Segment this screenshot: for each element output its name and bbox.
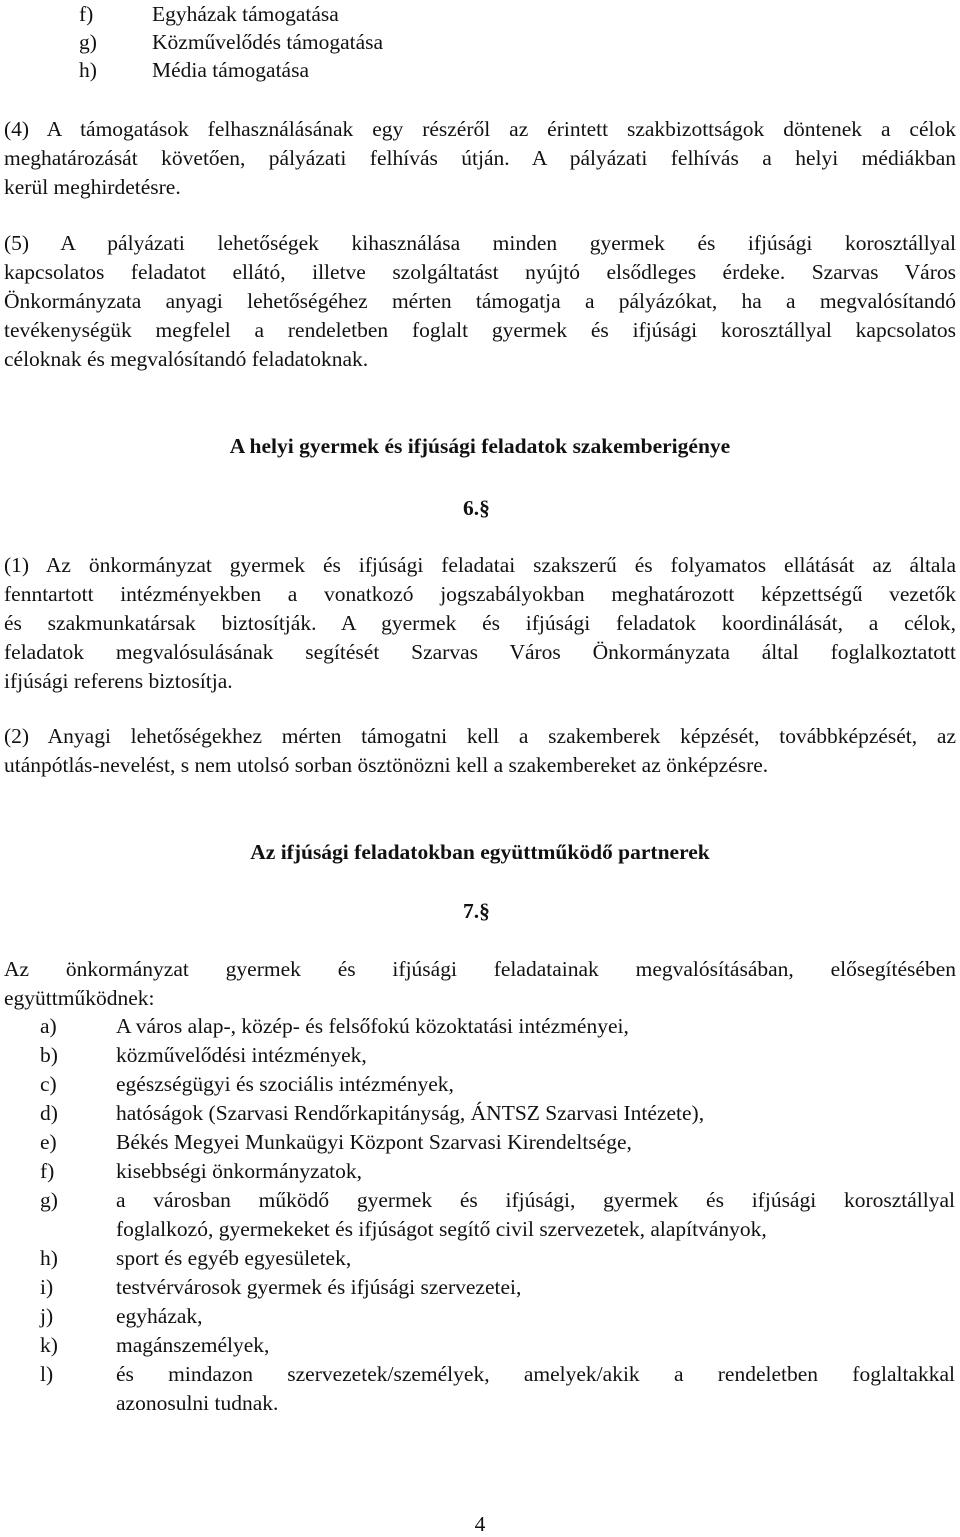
page-number: 4 [474,1512,486,1536]
list-item-text: sport és egyéb egyesületek, [116,1246,352,1270]
list-item-text: kisebbségi önkormányzatok, [116,1159,363,1183]
paragraph-line: kapcsolatos feladatot ellátó, illetve szolgáltatást nyújtó elsődleges érdeke. Szarvas Város [4,260,956,284]
list-item-label: e) [40,1130,57,1154]
paragraph-line: (2) Anyagi lehetőségekhez mérten támogatni kell a szakemberek képzését, továbbképzését, az [4,724,956,748]
paragraph-line: utánpótlás-nevelést, s nem utolsó sorban ösztönözni kell a szakembereket az önképzésre. [4,753,769,777]
list-item-label: c) [40,1072,57,1096]
paragraph-line: feladatok megvalósulásának segítését Szarvas Város Önkormányzata által foglalkoztatott [4,640,956,664]
list-item-label: h) [40,1246,58,1270]
paragraph-4 [4,115,956,202]
paragraph-line: céloknak és megvalósítandó feladatoknak. [4,347,369,371]
list-item-label: k) [40,1333,58,1357]
paragraph-line: meghatározását követően, pályázati felhívás útján. A pályázati felhívás a helyi médiákban [4,146,956,170]
section-heading: A helyi gyermek és ifjúsági feladatok szakemberigénye [229,434,731,458]
list-item-line: és mindazon szervezetek/személyek, amelyek/akik a rendeletben foglaltakkal [116,1362,955,1386]
list-item-text: magánszemélyek, [116,1333,270,1357]
list-item-text: A város alap-, közép- és felsőfokú közoktatási intézményei, [116,1014,629,1038]
paragraph-line: (5) A pályázati lehetőségek kihasználása minden gyermek és ifjúsági korosztállyal [4,231,956,255]
section-heading: Az ifjúsági feladatokban együttműködő partnerek [250,840,710,864]
list-item-label: b) [40,1043,58,1067]
paragraph-7-intro [4,955,956,1013]
paragraph-line: kerül meghirdetésre. [4,175,181,199]
paragraph-line: (4) A támogatások felhasználásának egy részéről az érintett szakbizottságok döntenek a célok [4,117,956,141]
paragraph-line: együttműködnek: [4,986,155,1010]
list-item-label: i) [40,1275,54,1299]
paragraph-line: (1) Az önkormányzat gyermek és ifjúsági feladatai szakszerű és folyamatos ellátását az általa [4,553,956,577]
paragraph-line: és szakmunkatársak biztosítják. A gyermek és ifjúsági feladatok koordinálását, a célok, [4,611,956,635]
paragraph-5 [4,229,956,374]
paragraph-6-1 [4,551,956,696]
list-item-text: közművelődési intézmények, [116,1043,367,1067]
list-item-text: Egyházak támogatása [152,2,339,26]
list-item-text: egyházak, [116,1304,203,1328]
list-item-text [116,1186,955,1244]
list-item-text: hatóságok (Szarvasi Rendőrkapitányság, ÁNTSZ Szarvasi Intézete), [116,1101,705,1125]
list-item-text [116,1360,955,1418]
list-item-label: d) [40,1101,58,1125]
list-item-line: a városban működő gyermek és ifjúsági, gyermek és ifjúsági korosztállyal [116,1188,955,1212]
paragraph-line: ifjúsági referens biztosítja. [4,669,233,693]
paragraph-line: tevékenységük megfelel a rendeletben foglalt gyermek és ifjúsági korosztállyal kapcsolatos [4,318,956,342]
section-number: 6.§ [463,496,490,520]
list-item-text: Közművelődés támogatása [152,30,384,54]
section-number: 7.§ [463,899,490,923]
list-item-line: azonosulni tudnak. [116,1391,279,1415]
paragraph-line: fenntartott intézményekben a vonatkozó jogszabályokban meghatározott képzettségű vezetők [4,582,956,606]
paragraph-line: Önkormányzata anyagi lehetőségéhez mérten támogatja a pályázókat, ha a megvalósítandó [4,289,956,313]
list-item-text: egészségügyi és szociális intézmények, [116,1072,454,1096]
list-item-label: l) [40,1362,54,1386]
list-item-text: Média támogatása [152,58,310,82]
list-item-line: foglalkozó, gyermekeket és ifjúságot segítő civil szervezetek, alapítványok, [116,1217,767,1241]
list-item-text: Békés Megyei Munkaügyi Központ Szarvasi Kirendeltsége, [116,1130,632,1154]
list-item-label: f) [79,2,94,26]
list-item-label: h) [79,58,97,82]
list-item-text: testvérvárosok gyermek és ifjúsági szervezetei, [116,1275,522,1299]
paragraph-line: Az önkormányzat gyermek és ifjúsági feladatainak megvalósításában, elősegítésében [4,957,956,981]
list-item-label: g) [79,30,97,54]
list-item-label: f) [40,1159,55,1183]
list-item-label: j) [40,1304,54,1328]
list-item-label: a) [40,1014,57,1038]
list-item-label: g) [40,1188,58,1212]
paragraph-6-2 [4,722,956,780]
